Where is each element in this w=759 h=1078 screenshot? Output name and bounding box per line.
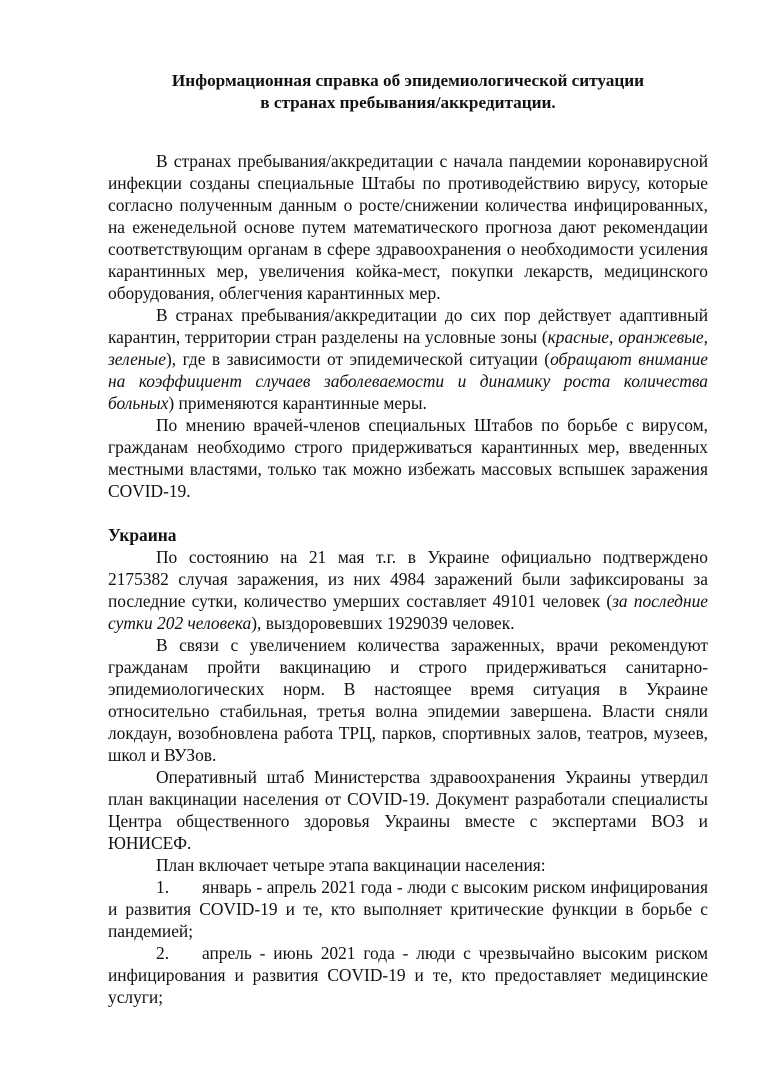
- stage-item-1: [108, 876, 708, 942]
- stage-number-1: 1.: [156, 877, 170, 897]
- ukraine-p1-note: за последние сутки 202 человека: [108, 591, 708, 633]
- stage-text-2: апрель - июнь 2021 года - люди с чрезвычайно высоким риском инфицирования и развития COVID-19 и те, кто предоставляет медицинские услуги;: [108, 943, 708, 1007]
- title-line-1: Информационная справка об эпидемиологической ситуации: [171, 71, 645, 90]
- ukraine-p1-text-a: По состоянию на 21 мая т.г. в Украине официально подтверждено 2175382 случая заражения, из них 4984 заражений были зафиксированы за последние сутки, количество умерших составляет 49101 человек (: [108, 547, 708, 611]
- intro-p2-note: обращают внимание на коэффициент случаев заболеваемости и динамику роста количества больных: [108, 349, 708, 413]
- document-page: [108, 70, 708, 1008]
- section-heading-ukraine: Украина: [108, 525, 177, 545]
- ukraine-paragraph-2: В связи с увеличением количества зараженных, врачи рекомендуют гражданам пройти вакцинацию и строго придерживаться санитарно-эпидемиологических норм. В настоящее время ситуация в Украине относительно стабильная, третья волна эпидемии завершена. Власти сняли локдаун, возобновлена работа ТРЦ, парков, спортивных залов, театров, музеев, школ и ВУЗов.: [108, 635, 708, 765]
- document-title: [108, 70, 708, 114]
- intro-p2-text-c: ), где в зависимости от эпидемической ситуации (: [165, 349, 551, 369]
- ukraine-p1-text-c: ), выздоровевших 1929039 человек.: [251, 613, 515, 633]
- intro-paragraph-2: [108, 304, 708, 414]
- intro-p2-text-a: В странах пребывания/аккредитации до сих пор действует адаптивный карантин, территории стран разделены на условные зоны (: [108, 305, 708, 347]
- ukraine-paragraph-4: План включает четыре этапа вакцинации населения:: [156, 855, 546, 875]
- stage-item-2: [108, 942, 708, 1008]
- intro-paragraph-1: В странах пребывания/аккредитации с начала пандемии коронавирусной инфекции созданы специальные Штабы по противодействию вирусу, которые согласно полученным данным о росте/снижении количества инфицированных, на еженедельной основе путем математического прогноза дают рекомендации соответствующим органам в сфере здравоохранения о необходимости усиления карантинных мер, увеличения койка-мест, покупки лекарств, медицинского оборудования, облегчения карантинных мер.: [108, 151, 708, 303]
- stage-text-1: январь - апрель 2021 года - люди с высоким риском инфицирования и развития COVID-19 и те, кто выполняет критические функции в борьбе с пандемией;: [108, 877, 708, 941]
- stage-number-2: 2.: [156, 943, 170, 963]
- intro-p2-zones: красные, оранжевые, зеленые: [108, 327, 708, 369]
- intro-p2-text-e: ) применяются карантинные меры.: [168, 393, 427, 413]
- title-line-2: в странах пребывания/аккредитации.: [260, 93, 556, 112]
- intro-paragraph-3: По мнению врачей-членов специальных Штабов по борьбе с вирусом, гражданам необходимо строго придерживаться карантинных мер, введенных местными властями, только так можно избежать массовых вспышек заражения COVID-19.: [108, 415, 708, 501]
- ukraine-paragraph-3: Оперативный штаб Министерства здравоохранения Украины утвердил план вакцинации населения от COVID-19. Документ разработали специалисты Центра общественного здоровья Украины вместе с экспертами ВОЗ и ЮНИСЕФ.: [108, 767, 708, 853]
- ukraine-paragraph-1: [108, 546, 708, 634]
